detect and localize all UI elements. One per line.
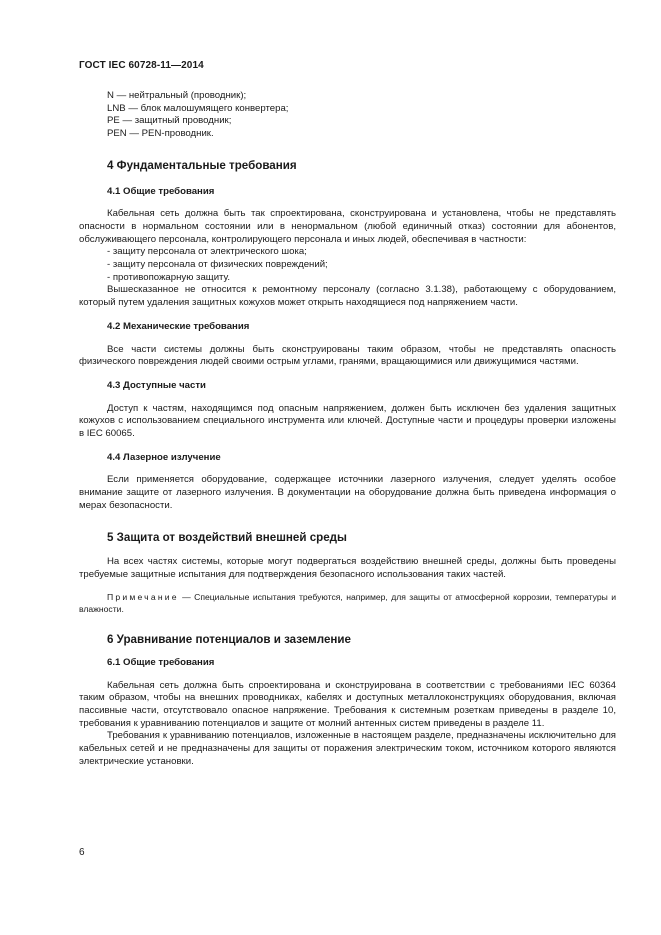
definition-item: PE — защитный проводник; [107, 115, 232, 127]
standard-header: ГОСТ IEC 60728-11—2014 [79, 60, 204, 71]
list-item: - защиту персонала от электрического шока; [107, 246, 307, 258]
page-content [79, 90, 616, 768]
paragraph: Вышесказанное не относится к ремонтному персоналу (согласно 3.1.38), работающему с оборудованием, который путем удаления защитных кожухов может открыть находящиеся под напряжением части. [79, 284, 616, 309]
abbreviation-list [79, 90, 616, 141]
paragraph: Доступ к частям, находящимся под опасным напряжением, должен быть исключен без удаления защитных кожухов с использованием специального инструмента или ключей. Доступные части и процедуры проверки изложены в IEC 60065. [79, 402, 616, 440]
paragraph: Требования к уравниванию потенциалов, изложенные в настоящем разделе, предназначены исключительно для кабельных сетей и не предназначены для защиты от поражения электрическим током, источником которого являются электрические установки. [79, 730, 616, 767]
note-label: Примечание [107, 591, 179, 602]
section-6-heading: 6 Уравнивание потенциалов и заземление [107, 633, 351, 647]
subsection-4-3-heading: 4.3 Доступные части [107, 379, 206, 391]
subsection-4-2-heading: 4.2 Механические требования [107, 320, 250, 332]
list-item: - защиту персонала от физических повреждений; [107, 259, 328, 271]
paragraph: Все части системы должны быть сконструированы таким образом, чтобы не представлять опасность физического повреждения людей своими острым углами, гранями, вращающимися или движущимися частями. [79, 343, 616, 368]
paragraph: Если применяется оборудование, содержащее источники лазерного излучения, следует уделять особое внимание защите от лазерного излучения. В документации на оборудование должна быть приведена информация о мерах безопасности. [79, 474, 616, 511]
paragraph: На всех частях системы, которые могут подвергаться воздействию внешней среды, должны быть проведены требуемые защитные испытания для подтверждения безопасного использования таких частей. [79, 556, 616, 580]
subsection-4-1-heading: 4.1 Общие требования [107, 185, 215, 197]
subsection-6-1-heading: 6.1 Общие требования [107, 656, 215, 668]
note [79, 591, 616, 615]
paragraph: Кабельная сеть должна быть спроектирована и сконструирована в соответствии с требованиями IEC 60364 таким образом, чтобы на внешних проводниках, кабелях и доступных металлоконструкциях оборудования, включая пассивные части, отсутствовало опасное напряжение. Требования к системным розеткам приведены в разделе 10, требования к уравниванию потенциалов и защите от молний антенных систем приведены в разделе 11. [79, 679, 616, 729]
subsection-4-4-heading: 4.4 Лазерное излучение [107, 451, 221, 463]
page-number: 6 [79, 847, 85, 858]
note-text: — Специальные испытания требуются, например, для защиты от атмосферной коррозии, температуры и влажности. [79, 591, 617, 614]
paragraph: Кабельная сеть должна быть так спроектирована, сконструирована и установлена, чтобы не представлять опасности в нормальном состоянии или в ненормальном (любой единичный отказ) состоянии для абонентов, обслуживающего персонала, контролирующего персонала и иных людей, обеспечивая в частности: [79, 208, 616, 245]
definition-item: PEN — PEN-проводник. [107, 128, 214, 140]
section-5-heading: 5 Защита от воздействий внешней среды [107, 530, 347, 544]
definition-item: N — нейтральный (проводник); [107, 90, 247, 101]
definition-item: LNB — блок малошумящего конвертера; [107, 102, 289, 114]
list-item: - противопожарную защиту. [107, 271, 231, 283]
section-4-heading: 4 Фундаментальные требования [107, 158, 297, 172]
